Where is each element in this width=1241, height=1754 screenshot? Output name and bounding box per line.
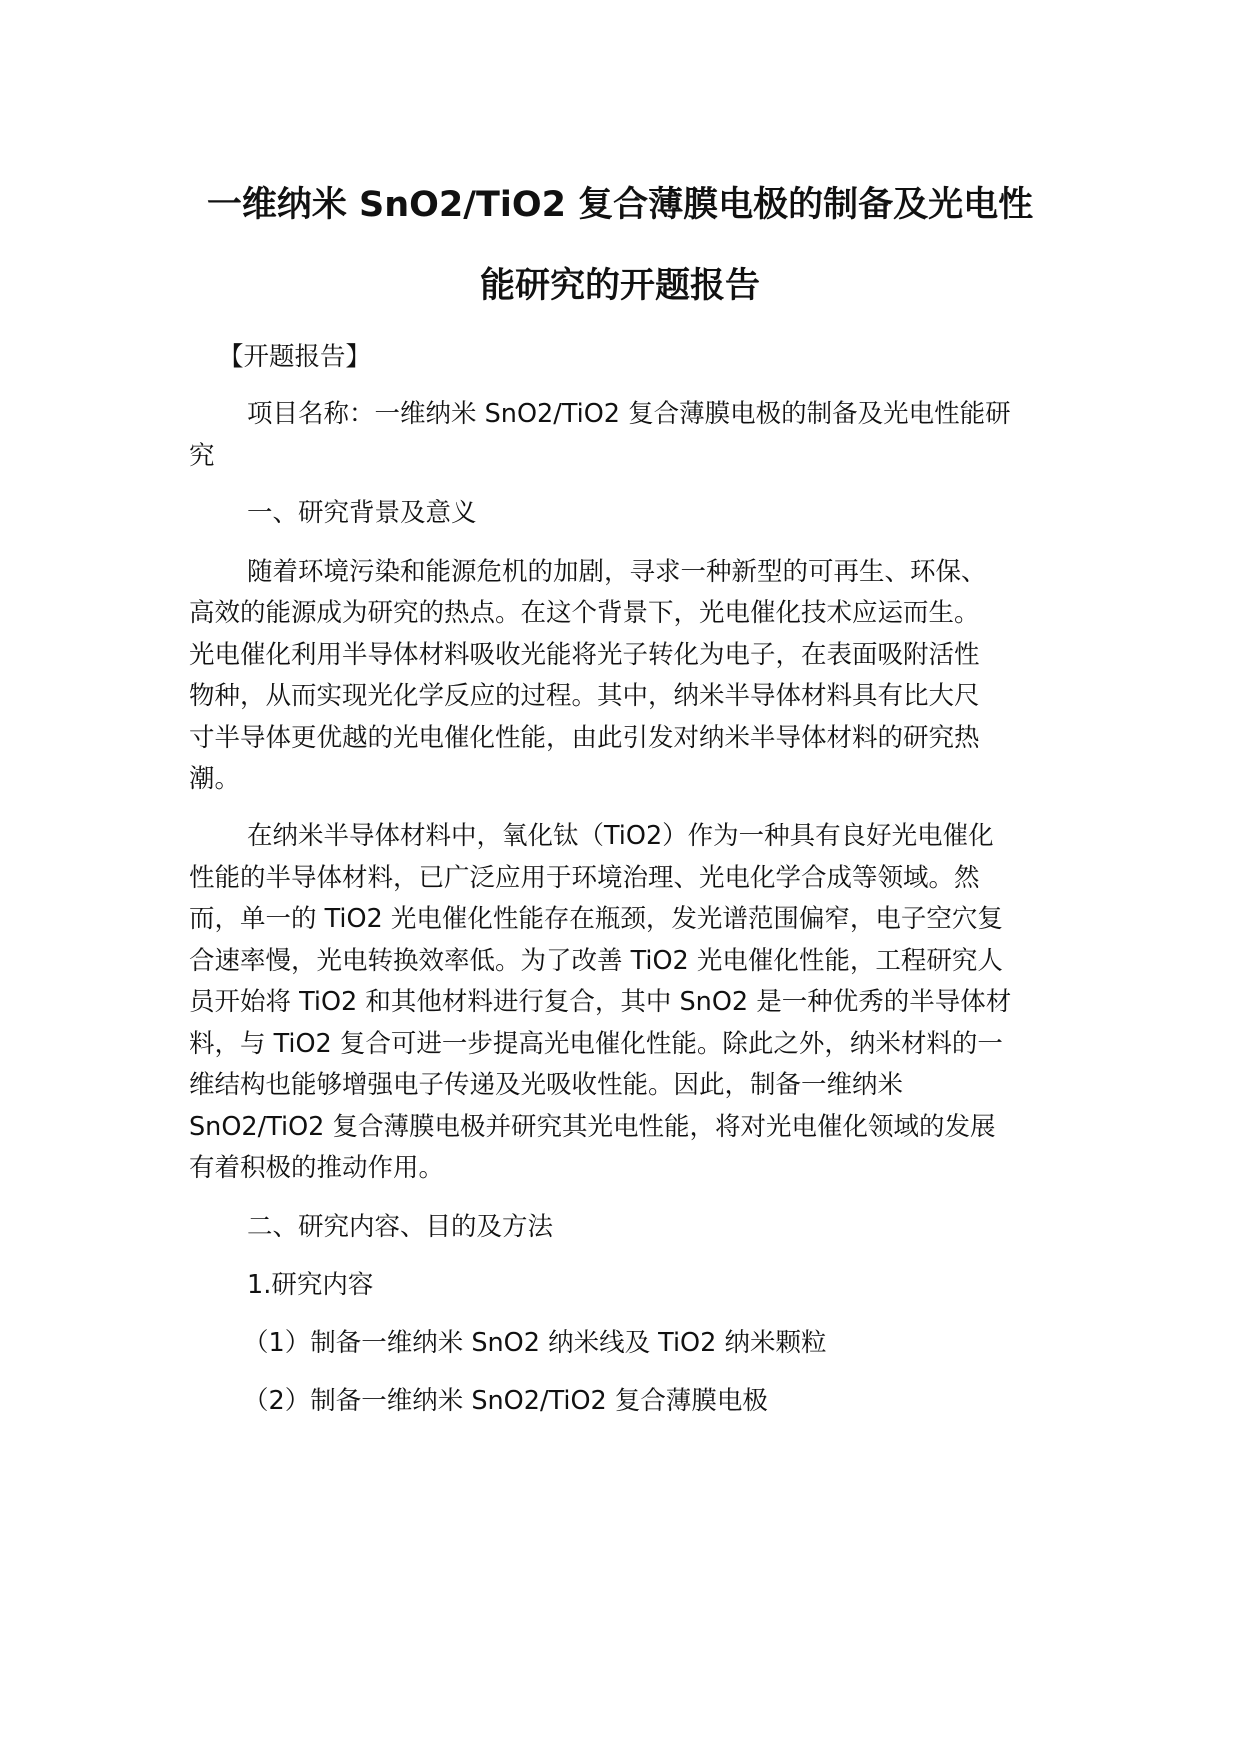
paragraph-line: 而，单一的 TiO2 光电催化性能存在瓶颈，发光谱范围偏窄，电子空穴复 xyxy=(189,904,1003,934)
list-item: （2）制备一维纳米 SnO2/TiO2 复合薄膜电极 xyxy=(243,1386,768,1416)
section-tag: 【开题报告】 xyxy=(218,342,372,372)
paragraph-line: SnO2/TiO2 复合薄膜电极并研究其光电性能，将对光电催化领域的发展 xyxy=(189,1112,996,1142)
list-item: （1）制备一维纳米 SnO2 纳米线及 TiO2 纳米颗粒 xyxy=(243,1328,827,1358)
paragraph-line: 在纳米半导体材料中，氧化钛（TiO2）作为一种具有良好光电催化 xyxy=(247,821,994,851)
project-name-line-2: 究 xyxy=(189,441,215,471)
heading-content: 二、研究内容、目的及方法 xyxy=(247,1212,554,1242)
subheading-research-content: 1.研究内容 xyxy=(247,1270,374,1300)
paragraph-line: 员开始将 TiO2 和其他材料进行复合，其中 SnO2 是一种优秀的半导体材 xyxy=(189,987,1012,1017)
paragraph-line: 光电催化利用半导体材料吸收光能将光子转化为电子，在表面吸附活性 xyxy=(189,640,980,670)
paragraph-line: 随着环境污染和能源危机的加剧，寻求一种新型的可再生、环保、 xyxy=(247,557,987,587)
paragraph-line: 寸半导体更优越的光电催化性能，由此引发对纳米半导体材料的研究热 xyxy=(189,723,980,753)
paragraph-line: 合速率慢，光电转换效率低。为了改善 TiO2 光电催化性能，工程研究人 xyxy=(189,946,1003,976)
paragraph-line: 性能的半导体材料，已广泛应用于环境治理、光电化学合成等领域。然 xyxy=(189,863,980,893)
document-title-line-2: 能研究的开题报告 xyxy=(479,266,760,306)
paragraph-line: 有着积极的推动作用。 xyxy=(189,1153,445,1183)
project-name-line-1: 项目名称：一维纳米 SnO2/TiO2 复合薄膜电极的制备及光电性能研 xyxy=(247,399,1011,429)
heading-background: 一、研究背景及意义 xyxy=(247,498,477,528)
paragraph-line: 维结构也能够增强电子传递及光吸收性能。因此，制备一维纳米 xyxy=(189,1070,904,1100)
paragraph-line: 高效的能源成为研究的热点。在这个背景下，光电催化技术应运而生。 xyxy=(189,598,980,628)
paragraph-line: 物种，从而实现光化学反应的过程。其中，纳米半导体材料具有比大尺 xyxy=(189,681,980,711)
paragraph-line: 料，与 TiO2 复合可进一步提高光电催化性能。除此之外，纳米材料的一 xyxy=(189,1029,1003,1059)
paragraph-line: 潮。 xyxy=(189,764,241,794)
document-title-line-1: 一维纳米 SnO2/TiO2 复合薄膜电极的制备及光电性 xyxy=(206,185,1034,225)
